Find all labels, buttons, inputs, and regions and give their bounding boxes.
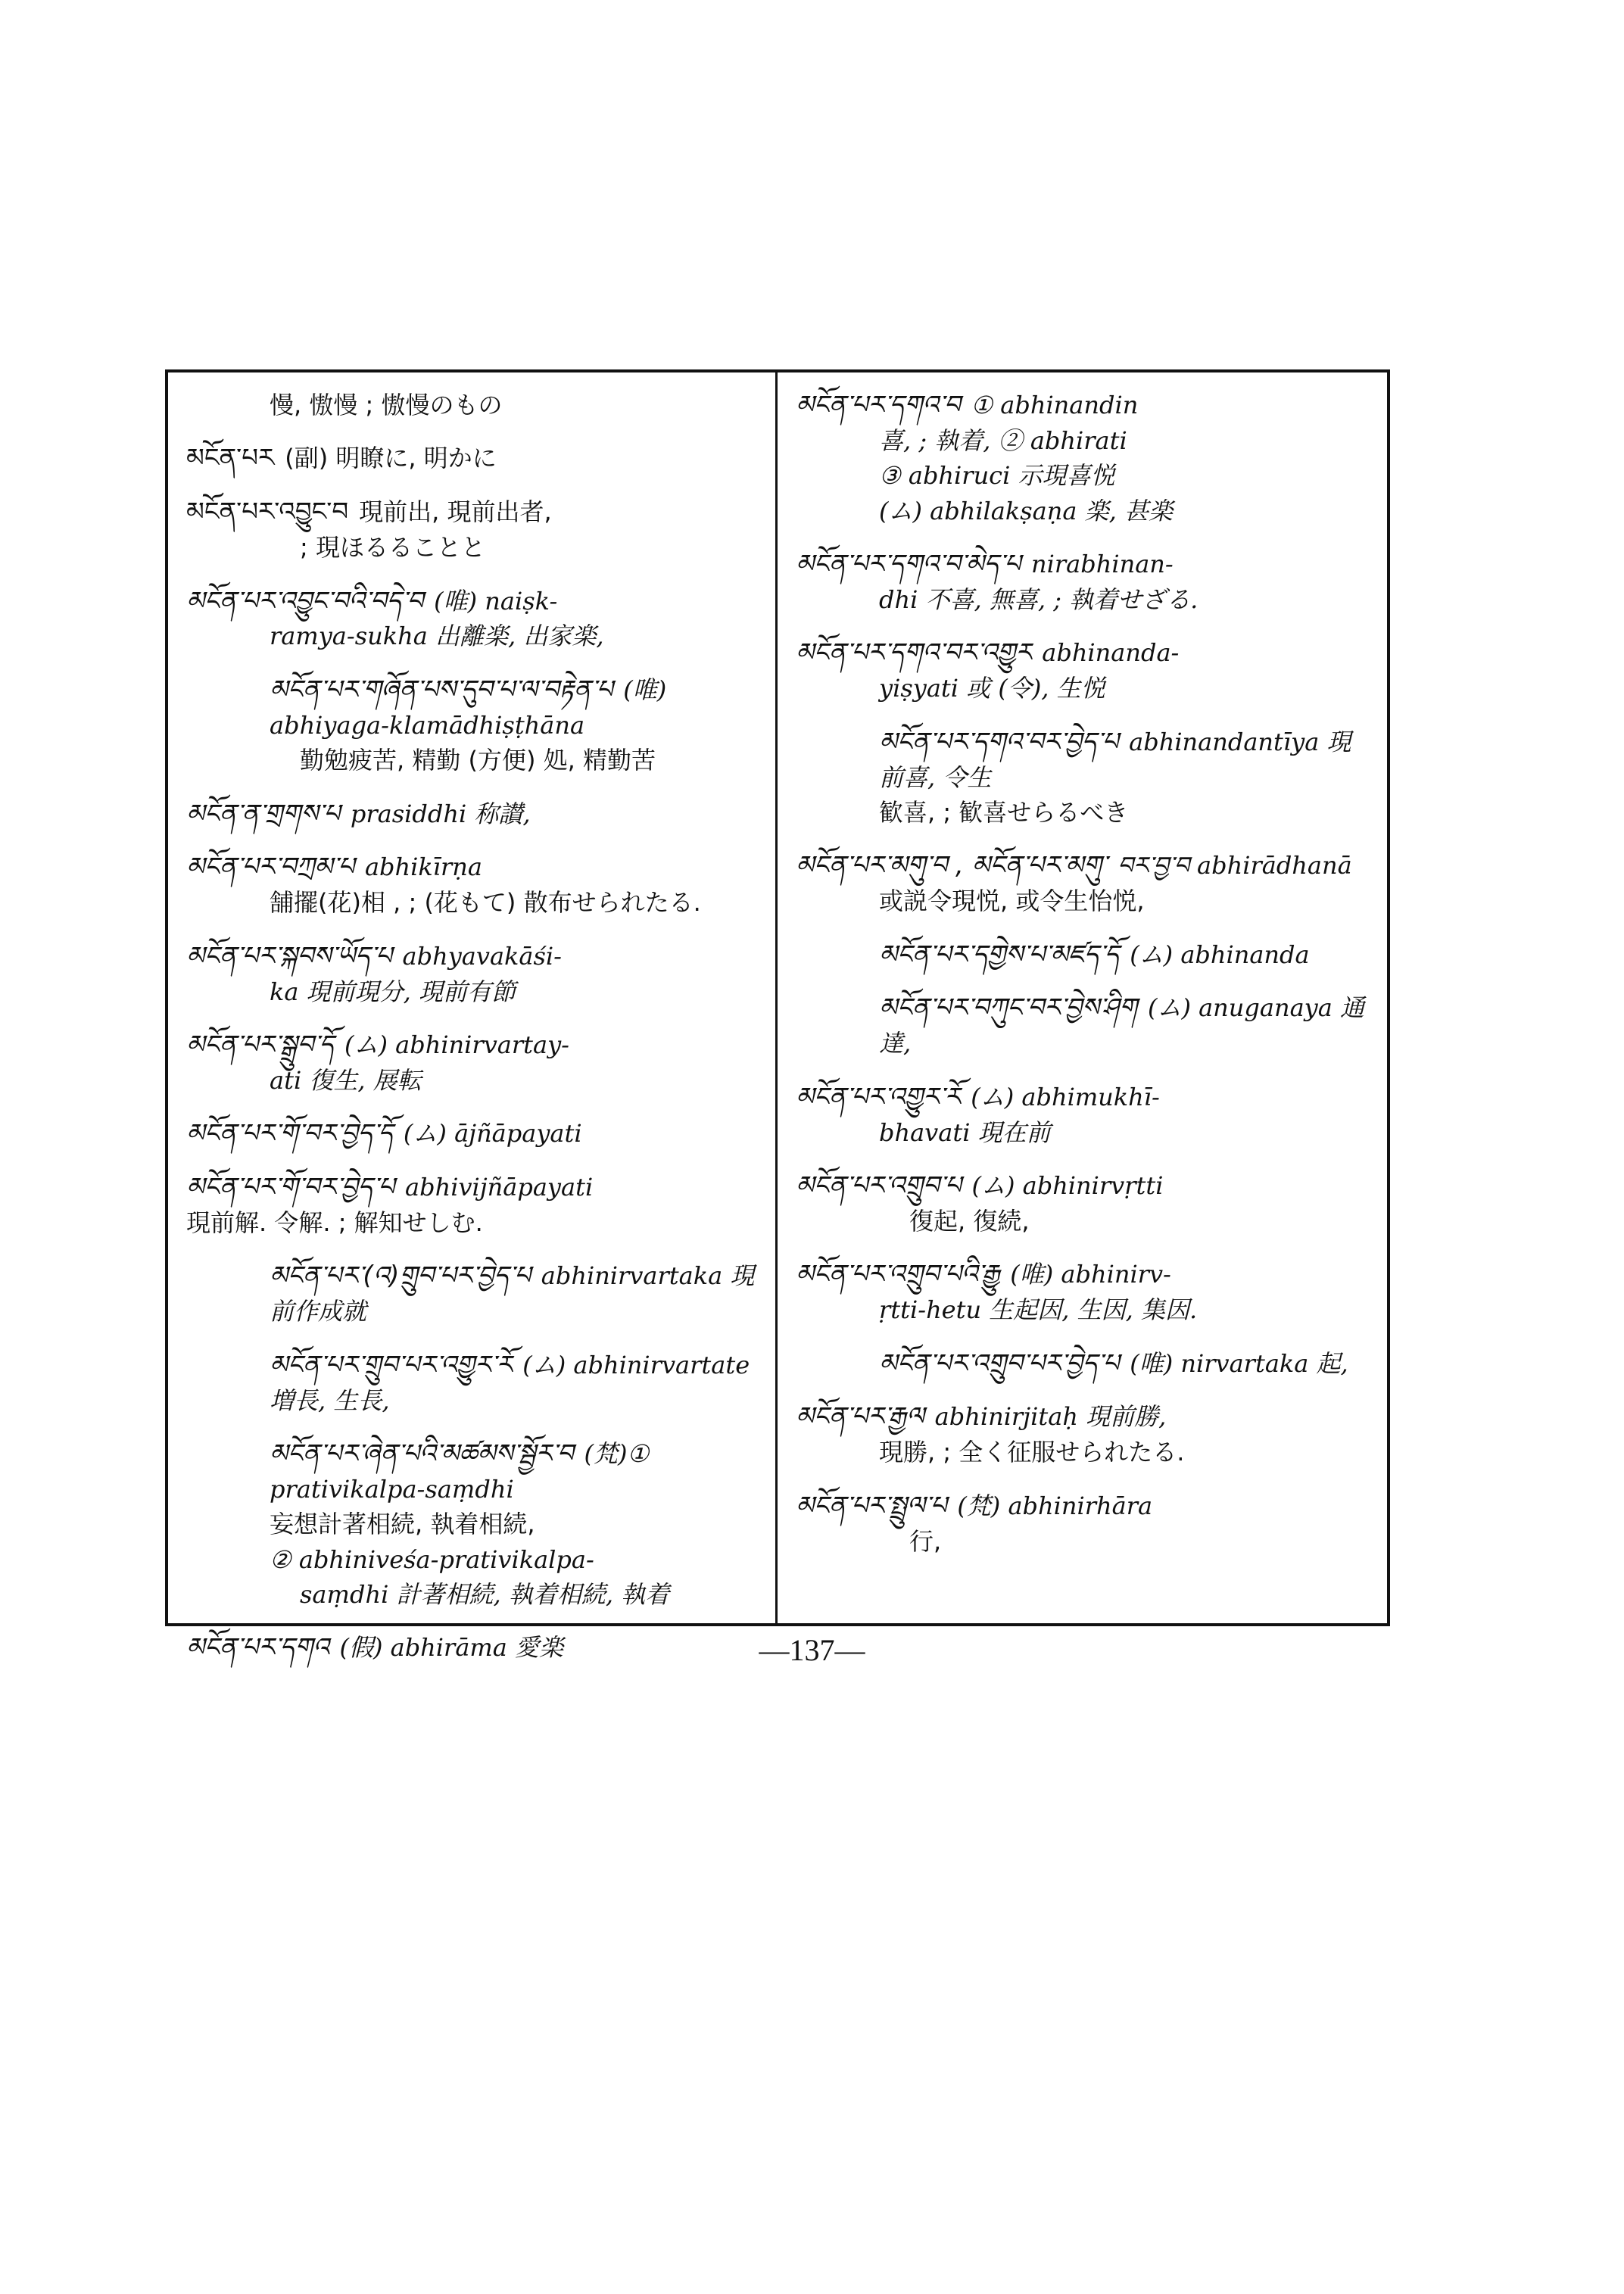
- definition-text: (唯) abhinirv-: [1010, 1260, 1171, 1289]
- definition-text: 復起, 復続,: [909, 1206, 1030, 1236]
- entry-definition-line: [796, 1204, 1369, 1239]
- definition-text: 喜, ; 執着, ② abhirati: [879, 425, 1127, 455]
- definition-text: (ム) abhinirvṛtti: [971, 1171, 1164, 1201]
- definition-text: bhavati 現在前: [879, 1117, 1051, 1147]
- dictionary-entry: [796, 635, 1369, 706]
- tibetan-headword: མངོན་པར་འགྲུབ་པའི་རྒྱུ: [796, 1259, 1000, 1290]
- dictionary-entry: [186, 672, 757, 778]
- definition-text: (ム) abhinanda: [1130, 940, 1310, 969]
- entry-definition-line: [186, 1116, 757, 1152]
- definition-text: 歓喜, ; 歓喜せらるべき: [879, 797, 1129, 827]
- tibetan-headword: མངོན་པར་རྒྱལ: [796, 1401, 924, 1432]
- entry-definition-line: [186, 584, 757, 619]
- tibetan-headword: མངོན་པར་(འ)གྲུབ་པར་བྱེད་པ: [270, 1261, 531, 1292]
- dictionary-entry: [186, 1116, 757, 1152]
- entry-definition-line: [186, 494, 757, 530]
- entry-definition-line: [796, 423, 1369, 458]
- tibetan-headword: མངོན་པར་མགུ་བ , མངོན་པར་མགུ་: [796, 850, 1107, 881]
- dictionary-entry: [796, 937, 1369, 973]
- tibetan-headword: མངོན་པར་འགྲུབ་པ: [796, 1170, 962, 1202]
- dictionary-entry: [796, 1080, 1369, 1150]
- definition-text: abhinirvartaka 現前作成就: [270, 1261, 755, 1326]
- dictionary-entry: [186, 939, 757, 1009]
- dictionary-entry: [186, 1258, 757, 1329]
- entry-definition-line: [186, 796, 757, 832]
- definition-text: 行,: [909, 1526, 942, 1556]
- dictionary-entry: [186, 1348, 757, 1418]
- tibetan-headword: མངོན་པར་གོ་བར་བྱེད་དོ: [186, 1118, 393, 1149]
- tibetan-headword: མངོན་པར་འབྱུང་བའི་བདེ་བ: [186, 585, 424, 616]
- tibetan-headword: མངོན་པར་སྒྲུབ་དོ: [186, 1029, 334, 1060]
- definition-text: (副) 明瞭に, 明かに: [285, 444, 497, 473]
- entry-definition-line: [186, 849, 757, 885]
- entry-definition-line: [186, 1542, 757, 1577]
- entry-definition-line: [186, 672, 757, 743]
- entry-definition-line: [186, 743, 757, 778]
- dictionary-entry: [796, 848, 1369, 918]
- definition-text: (唯) abhiyaga-klamādhiṣṭhāna: [270, 675, 667, 740]
- dictionary-entry: [796, 1488, 1369, 1559]
- dictionary-entry: [186, 388, 757, 422]
- definition-text: 現前解. 令解. ; 解知せしむ.: [186, 1208, 483, 1238]
- dictionary-entry: [186, 1170, 757, 1240]
- definition-text: (ム) abhimukhī-: [971, 1082, 1160, 1111]
- entry-definition-line: [796, 1115, 1369, 1150]
- tibetan-headword: མངོན་པར་གཞོན་པས་དུབ་པ་ལ་བརྟེན་པ: [270, 674, 613, 705]
- dictionary-entry: [796, 725, 1369, 831]
- definition-text: (梵)① prativikalpa-saṃdhi: [270, 1438, 650, 1504]
- dictionary-entry: [186, 494, 757, 565]
- definition-text: 勤勉疲苦, 精勤 (方便) 処, 精勤苦: [300, 746, 656, 775]
- tibetan-headword: མངོན་པར་དགའ་བར་འགྱུར: [796, 637, 1032, 669]
- definition-text: 現勝, ; 全く征服せられたる.: [879, 1438, 1185, 1467]
- definition-text: abhyavakāśi-: [402, 941, 562, 971]
- entry-definition-line: [796, 458, 1369, 493]
- definition-text: ṛtti-hetu 生起因, 生因, 集因.: [879, 1295, 1198, 1325]
- entry-definition-line: [186, 619, 757, 653]
- tibetan-headword: མངོན་པར་ཞེན་པའི་མཚམས་སྦྱོར་བ: [270, 1438, 574, 1469]
- page-number: —137—: [759, 1633, 865, 1667]
- dictionary-entry: [796, 1346, 1369, 1382]
- definition-text: (ム) ājñāpayati: [403, 1119, 582, 1149]
- left-column: [168, 372, 778, 1663]
- entry-definition-line: [186, 1348, 757, 1418]
- entry-definition-line: [796, 1524, 1369, 1559]
- definition-text: ② abhiniveśa-prativikalpa-: [270, 1544, 594, 1574]
- definition-text: abhinirjitaḥ 現前勝,: [934, 1402, 1167, 1432]
- definition-text: ; 現ほるることと: [300, 533, 485, 563]
- dictionary-entry: [796, 1399, 1369, 1470]
- entry-definition-line: [796, 1080, 1369, 1115]
- entry-definition-line: [186, 1027, 757, 1063]
- definition-text: dhi 不喜, 無喜, ; 執着せざる.: [879, 584, 1199, 614]
- tibetan-headword: མངོན་པར་འགྱུར་རོ: [796, 1081, 961, 1112]
- definition-text: 慢, 慠慢 ; 慠慢のもの: [270, 391, 503, 419]
- definition-text: 或説令現悦, 或令生怡悦,: [879, 887, 1145, 916]
- entry-definition-line: [186, 530, 757, 565]
- entry-definition-line: [796, 848, 1369, 884]
- entry-definition-line: [796, 1292, 1369, 1327]
- tibetan-headword: མངོན་ན་གྲགས་པ: [186, 798, 340, 829]
- entry-definition-line: [796, 795, 1369, 830]
- definition-text: saṃdhi 計著相続, 執着相続, 執着: [300, 1580, 670, 1610]
- entry-definition-line: [796, 725, 1369, 795]
- tibetan-headword: མངོན་པར་བཀུང་བར་བྱེས་ཤིག: [879, 993, 1137, 1024]
- definition-text: abhinanda-: [1042, 638, 1180, 668]
- definition-text: (假) abhirāma 愛楽: [339, 1633, 563, 1663]
- dictionary-entry: [796, 388, 1369, 528]
- tibetan-headword: མངོན་པར་འབྱུང་བ: [186, 497, 349, 528]
- definition-text: 舗擺(花)相 , ; (花もて) 散布せられたる.: [270, 888, 701, 918]
- definition-text: (唯) nirvartaka 起,: [1130, 1348, 1348, 1378]
- entry-definition-line: [796, 388, 1369, 423]
- entry-definition-line: [186, 1507, 757, 1541]
- definition-text: (ム) abhinirvartate 増長, 生長,: [270, 1350, 750, 1415]
- dictionary-entry: [796, 547, 1369, 617]
- entry-definition-line: [796, 494, 1369, 528]
- dictionary-entry: [186, 1436, 757, 1612]
- entry-definition-line: [186, 974, 757, 1009]
- entry-definition-line: [186, 1205, 757, 1240]
- definition-text: (ム) anuganaya 通達,: [879, 993, 1364, 1058]
- definition-text: 現前出, 現前出者,: [359, 497, 552, 527]
- tibetan-headword: མངོན་པར་དགའ་བ་མེད་པ: [796, 549, 1021, 580]
- entry-definition-line: [186, 388, 757, 422]
- definition-text: (唯) naiṣk-: [434, 586, 558, 616]
- definition-text: ③ abhiruci 示現喜悦: [879, 461, 1115, 491]
- definition-text: 妄想計著相続, 執着相続,: [270, 1510, 535, 1539]
- entry-definition-line: [186, 939, 757, 974]
- entry-definition-line: [796, 1257, 1369, 1292]
- definition-text: ka 現前現分, 現前有節: [270, 977, 516, 1006]
- definition-text: abhikīrṇa: [364, 852, 482, 882]
- entry-definition-line: [796, 547, 1369, 582]
- dictionary-entry: [796, 1257, 1369, 1327]
- entry-definition-line: [796, 1346, 1369, 1382]
- entry-definition-line: [796, 582, 1369, 617]
- definition-text: (ム) abhilakṣaṇa 楽, 甚楽: [879, 496, 1173, 525]
- dictionary-entry: [186, 1027, 757, 1098]
- definition-text: ramya-sukha 出離楽, 出家楽,: [270, 622, 604, 651]
- definition-text: abhivijñāpayati: [405, 1173, 594, 1202]
- dictionary-entry: [186, 849, 757, 920]
- tibetan-headword: མངོན་པར་གྲུབ་པར་འགྱུར་རོ: [270, 1349, 513, 1380]
- entry-definition-line: [796, 990, 1369, 1061]
- entry-definition-line: [796, 937, 1369, 973]
- definition-text: ① abhinandin: [971, 391, 1139, 419]
- dictionary-entry: [796, 1168, 1369, 1239]
- tibetan-headword: མངོན་པར་དགའ་བ: [796, 390, 961, 420]
- definition-text: (ム) abhinirvartay-: [344, 1030, 569, 1059]
- entry-definition-line: [796, 671, 1369, 706]
- entry-definition-line: [796, 1435, 1369, 1470]
- tibetan-headword: མངོན་པར་དགའ་བར་བྱེད་པ: [879, 726, 1119, 757]
- tibetan-headword: མངོན་པར་སྤྲུལ་པ: [796, 1490, 947, 1521]
- tibetan-headword: མངོན་པར་སྐབས་ཡོད་པ: [186, 940, 392, 971]
- dictionary-entry: [186, 441, 757, 476]
- entry-definition-line: [796, 635, 1369, 671]
- dictionary-entry: [186, 796, 757, 832]
- entry-definition-line: [796, 884, 1369, 918]
- entry-definition-line: [186, 1170, 757, 1205]
- entry-definition-line: [186, 1577, 757, 1612]
- definition-text: nirabhinan-: [1031, 550, 1174, 579]
- definition-text: abhinandantīya 現前喜, 令生: [879, 727, 1351, 792]
- entry-definition-line: [186, 1258, 757, 1329]
- definition-text: (梵) abhinirhāra: [957, 1491, 1153, 1520]
- definition-text: ati 復生, 展転: [270, 1065, 422, 1095]
- tibetan-headword: མངོན་པར་བཀྲམ་པ: [186, 852, 354, 883]
- entry-definition-line: [796, 1488, 1369, 1524]
- tibetan-headword: མངོན་པར་གོ་བར་བྱེད་པ: [186, 1172, 395, 1203]
- dictionary-entry: [796, 990, 1369, 1061]
- entry-definition-line: [186, 1063, 757, 1098]
- tibetan-headword: མངོན་པར་དགྱེས་པ་མཛད་དོ: [879, 939, 1120, 970]
- entry-definition-line: [796, 1168, 1369, 1204]
- definition-text: prasiddhi 称讃,: [350, 799, 531, 828]
- entry-definition-line: [186, 885, 757, 920]
- tibetan-headword: མངོན་པར་དགའ: [186, 1632, 329, 1663]
- entry-definition-line: [186, 1436, 757, 1507]
- entry-definition-line: [186, 441, 757, 476]
- tibetan-headword: མངོན་པར: [186, 443, 275, 474]
- right-column: [778, 372, 1387, 1623]
- definition-text: བར་བྱ་བ abhirādhanā: [1117, 851, 1352, 881]
- entry-definition-line: [796, 1399, 1369, 1435]
- tibetan-headword: མངོན་པར་འགྲུབ་པར་བྱེད་པ: [879, 1348, 1120, 1379]
- dictionary-entry: [186, 584, 757, 654]
- definition-text: yiṣyati 或 (令), 生悦: [879, 674, 1105, 703]
